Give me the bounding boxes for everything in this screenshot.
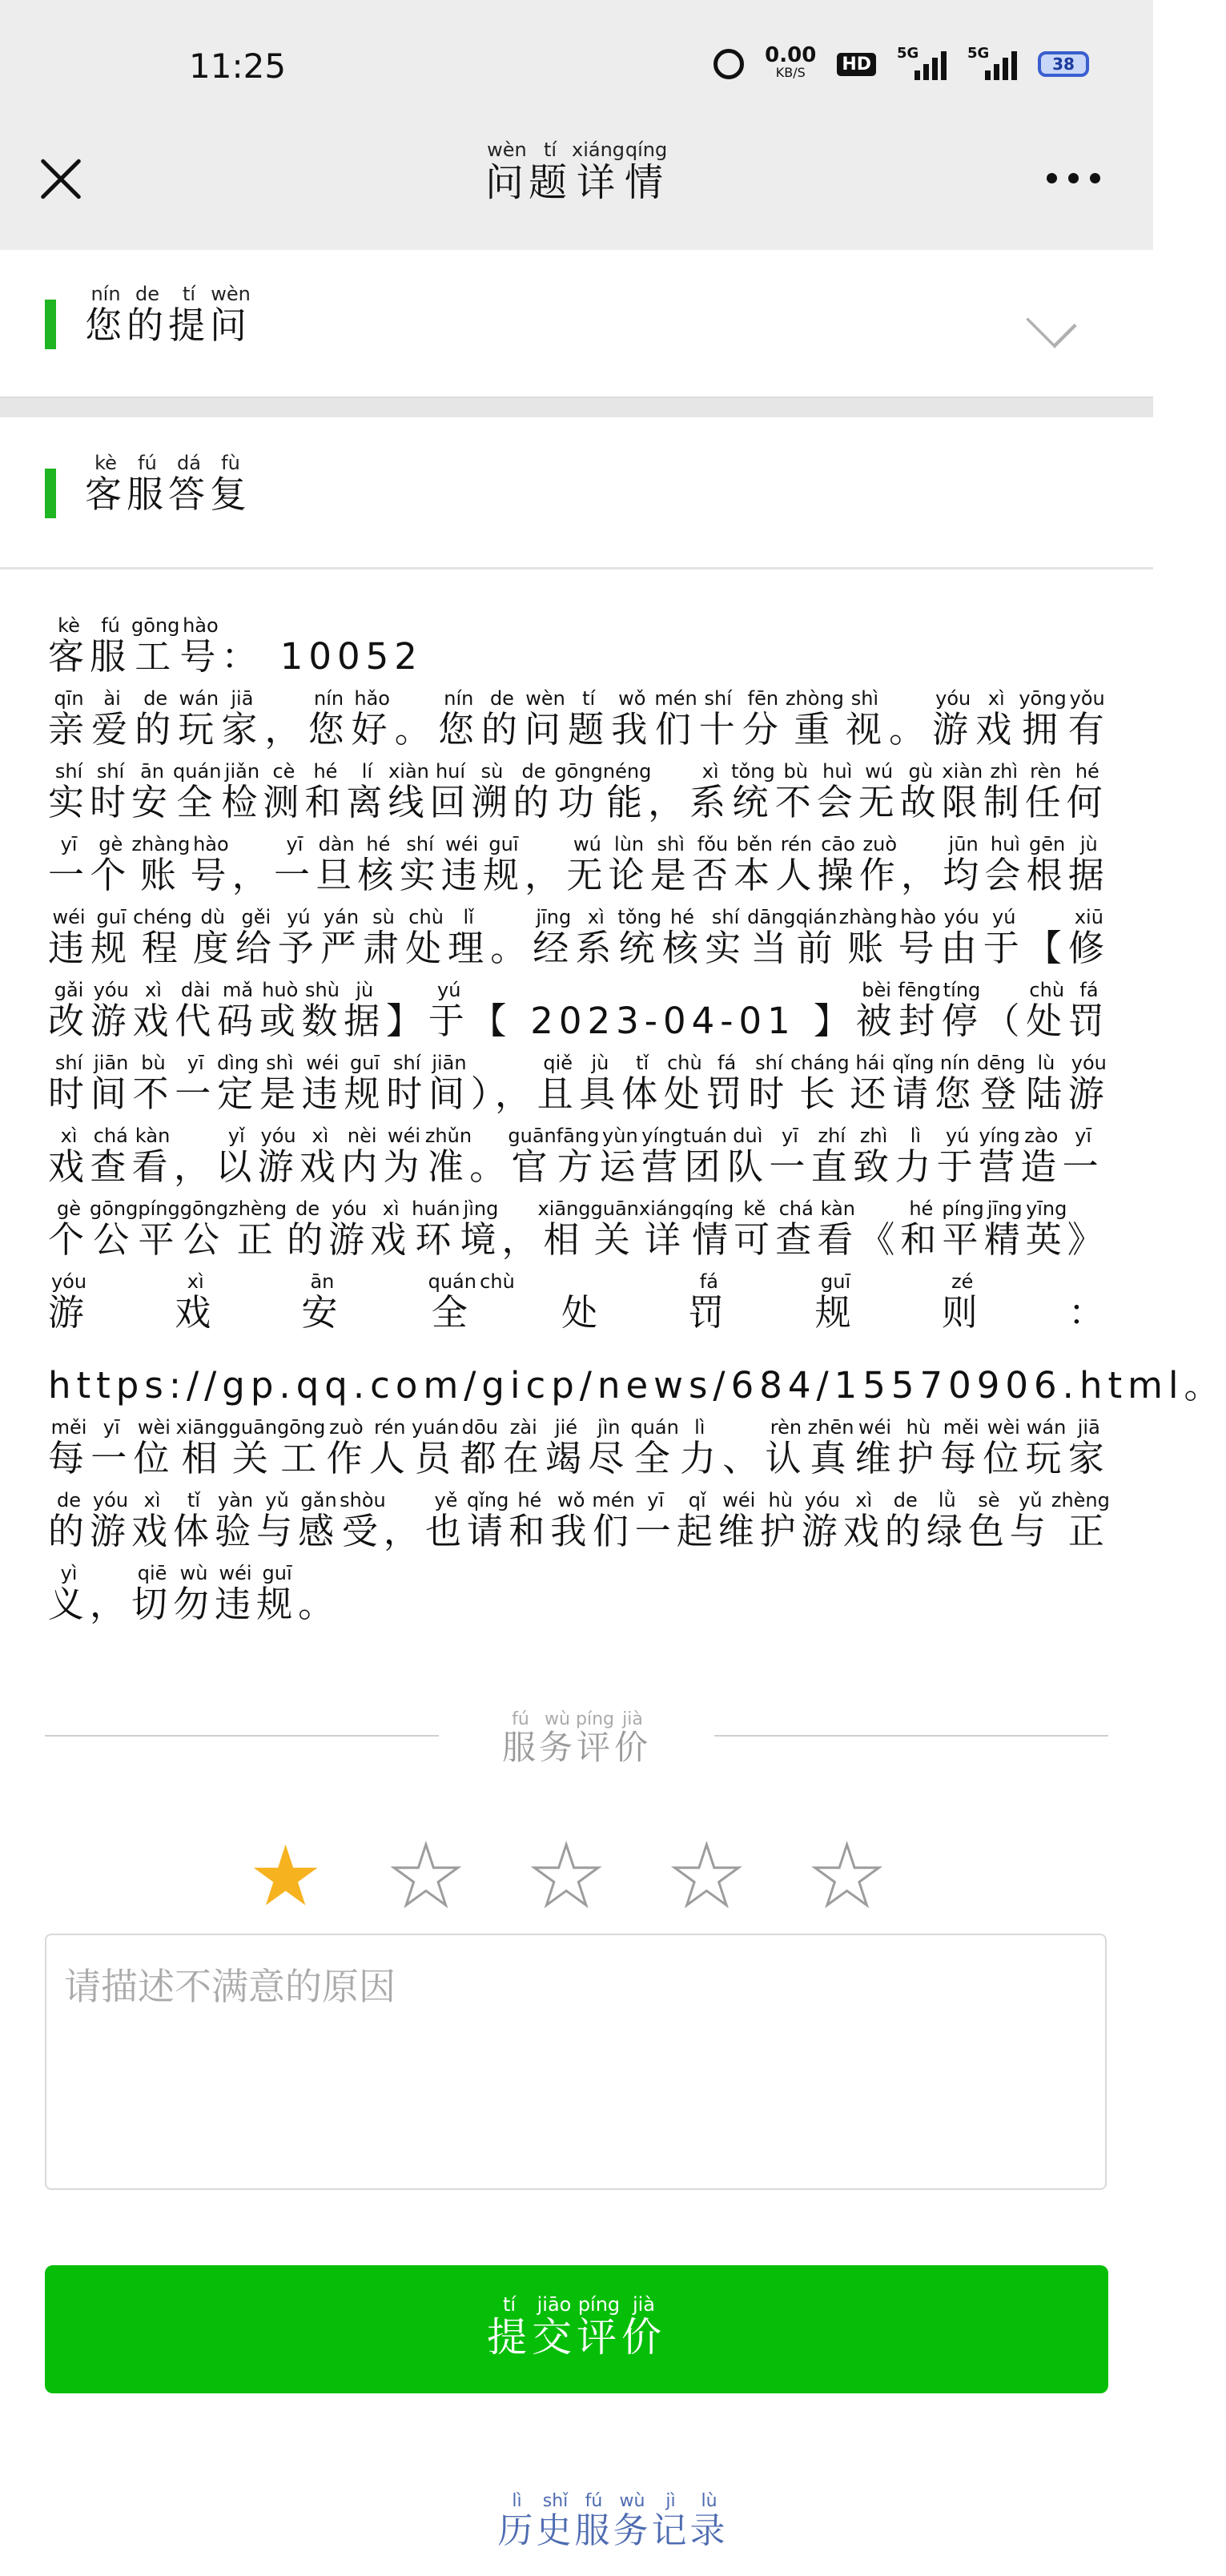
net-speed [765, 43, 817, 82]
net-speed-unit: KB/S [775, 65, 806, 80]
hd-voice-icon: HD [837, 53, 876, 76]
section-accent-bar [45, 300, 56, 349]
signal-icon-1 [897, 45, 947, 80]
section-accent-bar [45, 469, 56, 518]
reply-body-text: 客kè服fú工gōng号hào： 10052 亲qīn爱ài的de玩wán家jiā，您nín好hǎo。您nín的de问wèn题tí我wǒ们mén十shí分fēn重zhòng视shì。游yóu戏xì拥yōng有yǒu实shí时shí安ān全quán检jiǎn测cè和hé离lí线xiàn回huí溯sù的de功gōng能néng，系xì统tǒng不bù会huì无wú故gù限xiàn制zhì任rèn何hé一yī个gè账zhàng号hào，一yī旦dàn核hé实shí违wéi规guī，无wú论lùn是shì否fǒu本běn人rén操cāo作zuò，均jūn会huì根gēn据jù违wéi规guī程chéng度dù给gěi予yú严yán肃sù处chù理lǐ。经jīng系xì统tǒng核hé实shí当dāng前qián账zhàng号hào由yóu于yú【修xiū改gǎi游yóu戏xì代dài码mǎ或huò数shù据jù】于yú【 2023-04-01 】被bèi封fēng停tíng（处chù罚fá时shí间jiān不bù一yī定dìng是shì违wéi规guī时shí间jiān），且qiě具jù体tǐ处chù罚fá时shí长cháng还hái请qǐng您nín登dēng陆lù游yóu戏xì查chá看kàn，以yǐ游yóu戏xì内nèi为wéi准zhǔn。官guān方fāng运yùn营yíng团tuán队duì一yī直zhí致zhì力lì于yú营yíng造zào一yī个gè公gōng平píng公gōng正zhèng的de游yóu戏xì环huán境jìng，相xiāng关guān详xiáng情qíng可kě查chá看kàn《和hé平píng精jīng英yīng》游yóu戏xì安ān全quán处chù罚fá规guī则zé：https://gp.qq.com/gicp/news/684/15570906.html。每měi一yī位wèi相xiāng关guān工gōng作zuò人rén员yuán都dōu在zài竭jié尽jìn全quán力lì、认rèn真zhēn维wéi护hù每měi位wèi玩wán家jiā的de游yóu戏xì体tǐ验yàn与yǔ感gǎn受shòu，也yě请qǐng和hé我wǒ们mén一yī起qǐ维wéi护hù游yóu戏xì的de绿lǜ色sè与yǔ正zhèng义yì，切qiē勿wù违wéi规guī。 [48, 614, 1226, 1625]
status-time: 11:25 [189, 46, 287, 86]
alarm-icon [713, 49, 744, 79]
status-bar [0, 0, 1153, 135]
submit-button[interactable] [45, 2265, 1108, 2393]
signal-type-2: 5G [967, 45, 990, 62]
battery-icon: 38 [1038, 51, 1089, 77]
section-divider [0, 567, 1153, 570]
star-icon[interactable]: ★ [669, 1827, 744, 1925]
section-divider [0, 396, 1153, 419]
reason-input[interactable] [45, 1934, 1107, 2190]
more-icon[interactable] [1047, 173, 1100, 183]
star-icon[interactable]: ★ [248, 1827, 324, 1925]
rating-label: 服fú务wù评píng价jià [501, 1709, 651, 1767]
net-speed-value: 0.00 [765, 43, 817, 67]
reply-section-title: 客kè服fú答dá复fù [85, 452, 251, 516]
chevron-down-icon[interactable] [1026, 297, 1076, 348]
status-icons [713, 43, 1089, 82]
question-section-title: 您nín的de提tí问wèn [85, 283, 251, 347]
star-icon[interactable]: ★ [529, 1827, 604, 1925]
history-link[interactable]: 历lì史shǐ服fú务wù记jì录lù [497, 2491, 729, 2551]
star-icon[interactable]: ★ [388, 1827, 464, 1925]
signal-icon-2 [967, 45, 1017, 80]
reply-section [0, 417, 1153, 566]
page-title: 问wèn题tí详xiáng情qíng [484, 139, 669, 205]
star-rating[interactable] [248, 1827, 885, 1925]
signal-type-1: 5G [897, 45, 919, 62]
navbar [0, 135, 1153, 250]
question-section[interactable] [0, 250, 1153, 396]
star-icon[interactable]: ★ [809, 1827, 885, 1925]
submit-button-label: 提tí交jiāo评píng价jià [487, 2293, 666, 2361]
